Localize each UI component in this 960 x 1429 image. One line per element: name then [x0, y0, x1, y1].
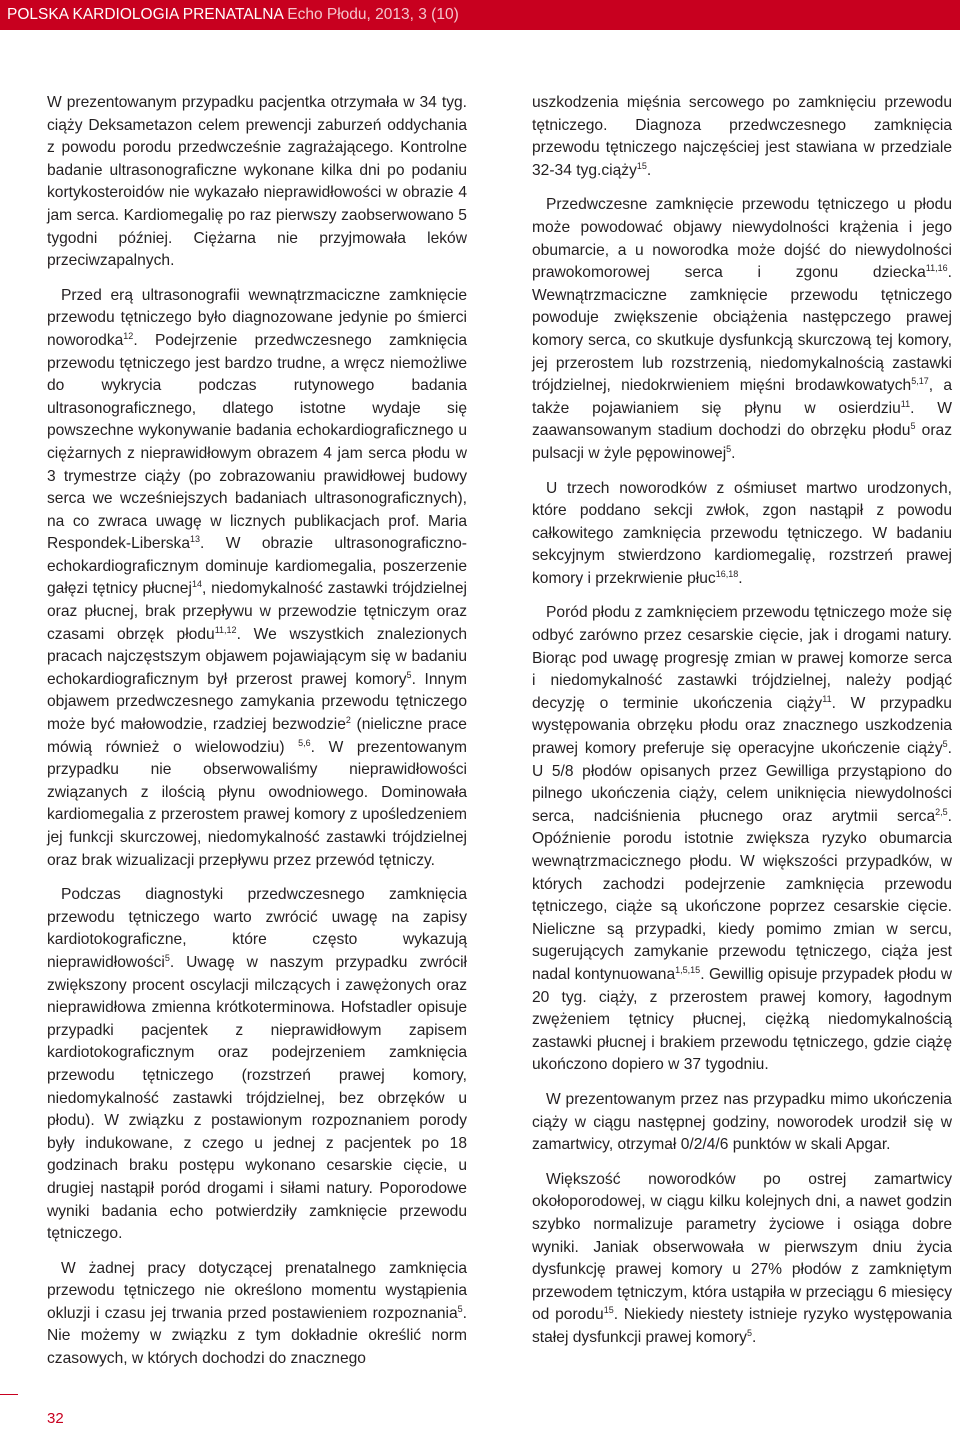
citation-superscript: 11: [822, 693, 832, 704]
citation-superscript: 5: [457, 1303, 463, 1314]
citation-superscript: 16,18: [715, 568, 739, 579]
text-run: .: [646, 161, 652, 179]
text-run: . Nie możemy w związku z tym dokładnie określić norm czasowych, w których dochodzi do znacznego: [47, 1304, 467, 1368]
citation-superscript: 1,5,15: [675, 964, 701, 975]
text-run: . U 5/8 płodów opisanych przez Gewilliga przystąpiono do pilnego ukończenia ciąży, celem uniknięcia niewydolności serca, nadciśnienia płucnego oraz arytmii serca: [532, 740, 952, 825]
paragraph: [47, 92, 467, 273]
citation-superscript: 15: [636, 160, 647, 171]
citation-superscript: 5,17: [911, 375, 929, 386]
citation-superscript: 11: [900, 398, 911, 409]
citation-superscript: 5: [942, 738, 948, 749]
text-run: W prezentowanym przypadku pacjentka otrzymała w 34 tyg. ciąży Deksametazon celem prewencji zaburzeń oddychania z powodu porodu przedwcześnie zagrażającego. Kontrolne badanie ultrasonograficzne wykonane kilka dni po podaniu kortykosteroidów nie wykazało nieprawidłowości w obrazie 4 jam serca. Kardiomegalię po raz pierwszy zaobserwowano 5 tygodni później. Ciężarna nie przyjmowała leków przeciwzapalnych.: [47, 94, 467, 270]
text-run: . W przypadku występowania obrzęku płodu oraz znacznego uszkodzenia prawej komory preferuje się operacyjne ukończenie ciąży: [532, 694, 952, 758]
text-run: . Innym objawem przedwczesnego zamykania przewodu tętniczego może być małowodzie, rzadziej bezwodzie: [47, 670, 467, 734]
text-run: W prezentowanym przez nas przypadku mimo ukończenia ciąży w ciągu następnej godziny, noworodek urodził się w zamartwicy, otrzymał 0/2/4/6 punktów w skali Apgar.: [532, 1090, 952, 1154]
paragraph: [532, 602, 952, 1076]
citation-superscript: 5: [746, 1327, 752, 1338]
citation-superscript: 2: [345, 714, 351, 725]
text-run: oraz pulsacji w żyle pępowinowej: [532, 422, 952, 462]
left-column: [47, 92, 467, 1383]
citation-superscript: 5: [726, 443, 732, 454]
text-run: . Wewnątrzmaciczne zamknięcie przewodu tętniczego powoduje zwiększenie obciążenia następczego prawej komory serca, co skutkuje dysfunkcją skurczową tej komory, jej przerostem lub rozstrzenią, niedomykalnością zastawki trójdzielnej, niedokrwieniem mięśni brodawkowatych: [532, 264, 952, 395]
text-run: uszkodzenia mięśnia sercowego po zamknięciu przewodu tętniczego. Diagnoza przedwczesnego zamknięcia przewodu tętniczego najczęściej jest stawiana w przedziale 32-34 tyg.ciąży: [532, 94, 952, 179]
text-run: W żadnej pracy dotyczącej prenatalnego zamknięcia przewodu tętniczego nie określono momentu wystąpienia okluzji i czasu jej trwania przed postawieniem rozpoznania: [47, 1259, 467, 1322]
paragraph: [532, 1089, 952, 1157]
text-run: . Podejrzenie przedwczesnego zamknięcia przewodu tętniczego jest bardzo trudne, a wręcz niemożliwe do wykrycia podczas rutynowego badania ultrasonograficznego, dlatego istotne wydaje się powszechne wykonywanie badania echokardiograficznego u ciężarnych z nieprawidłowym obrazem 4 jam serca płodu w 3 trymestrze ciąży (po zobrazowaniu prawidłowej budowy serca we wcześniejszych badaniach ultrasonograficznych), na co zwraca uwagę w licznych publikacjach prof. Maria Respondek-Liberska: [47, 331, 467, 553]
citation-superscript: 5,6: [298, 737, 311, 748]
citation-superscript: 11,16: [925, 262, 948, 273]
citation-superscript: 11,12: [214, 624, 237, 635]
text-run: . Opóźnienie porodu istotnie zwiększa ryzyko obumarcia wewnątrzmacicznego płodu. W większości przypadków, w których zachodzi podejrzenie zamknięcia przewodu tętniczego, ciąże są ukończone poprzez cesarskie cięcie. Nieliczne są przypadki, kiedy pomimo zmian w sercu, sugerujących zamykanie przewodu tętniczego, ciąża jest nadal kontynuowana: [532, 807, 952, 983]
journal-title: POLSKA KARDIOLOGIA PRENATALNA: [7, 6, 283, 23]
citation-superscript: 5: [910, 421, 916, 432]
page-number-rule: [0, 1394, 18, 1395]
text-run: U trzech noworodków z ośmiuset martwo urodzonych, które poddano sekcji zwłok, zgon nastąpił z powodu całkowitego zamknięcia przewodu tętniczego. W badaniu sekcyjnym stwierdzono kardiomegalię, rozstrzeń prawej komory i przekrwienie płuc: [532, 479, 952, 587]
citation-superscript: 2,5: [935, 806, 948, 817]
text-run: . We wszystkich znalezionych pracach najczęstszym objawem pojawiającym się w badaniu echokardiograficznym był przerost prawej komory: [47, 625, 467, 688]
citation-superscript: 14: [191, 579, 202, 590]
paragraph: [532, 1169, 952, 1350]
text-run: , a także pojawianiem się płynu w osierdziu: [532, 377, 952, 417]
right-column: [532, 92, 952, 1361]
paragraph: [47, 1258, 467, 1371]
paragraph: [47, 884, 467, 1246]
text-run: Większość noworodków po ostrej zamartwicy okołoporodowej, w ciągu kilku kolejnych dni, a nawet godzin szybko normalizuje parametry życiowe i osiąga dobre wyniki. Janiak obserwowała w pierwszym dniu życia dysfunkcję prawej komory u 27% płodów z zamkniętym przewodem tętniczym, która ustąpiła w przeciągu 6 miesięcy od porodu: [532, 1170, 952, 1324]
text-run: (nieliczne prace mówią również o wielowodziu): [47, 716, 467, 756]
text-run: Poród płodu z zamknięciem przewodu tętniczego może się odbyć zarówno przez cesarskie cięcie, jak i drogami natury. Biorąc pod uwagę progresję zmian w prawej komorze serca i niedomykalność zastawki trójdzielnej, należy podjąć decyzję o terminie ukończenia ciąży: [532, 604, 952, 712]
text-run: . Uwagę w naszym przypadku zwrócił zwiększony procent oscylacji milczących i zawężonych oraz nieprawidłowa zmienna krótkoterminowa. Hofstadler opisuje przypadki pacjentek z nieprawidłowym zapisem kardiotokograficznym oraz podejrzeniem zamknięcia przewodu tętniczego (rozstrzeń prawej komory, niedomykalność zastawki trójdzielnej, bez obrzęków u płodu). W związku z postawionym rozpoznaniem porody były indukowane, z czego u jednej z pacjentek po 18 godzinach braku postępu wykonano cesarskie cięcie, u drugiej nastąpił poród drogami i siłami natury. Poporodowe wyniki badania echo potwierdziły zamknięcie przewodu tętniczego.: [47, 953, 467, 1243]
text-run: Przedwczesne zamknięcie przewodu tętniczego u płodu może powodować objawy niewydolności krążenia i jego obumarcie, a u noworodka może dojść do niewydolności prawokomorowej serca i zgonu dziecka: [532, 196, 952, 282]
text-run: . W obrazie ultrasonograficzno-echokardiograficznym dominuje kardiomegalia, poszerzenie gałęzi tętnicy płucnej: [47, 535, 467, 598]
text-run: .: [751, 1328, 757, 1346]
text-run: Przed erą ultrasonografii wewnątrzmaciczne zamknięcie przewodu tętniczego było diagnozowane jedynie po śmierci noworodka: [47, 286, 467, 349]
citation-superscript: 5: [406, 669, 412, 680]
text-run: , niedomykalność zastawki trójdzielnej oraz płucnej, brak przepływu w przewodzie tętniczym oraz czasami obrzęk płodu: [47, 580, 467, 643]
citation-superscript: 12: [123, 330, 134, 341]
citation-superscript: 15: [603, 1305, 614, 1316]
citation-superscript: 5: [164, 952, 170, 963]
paragraph: [532, 92, 952, 182]
paragraph: [47, 285, 467, 872]
text-run: .: [738, 569, 743, 587]
text-run: . Gewillig opisuje przypadek płodu w 20 tyg. ciąży, z przerostem prawej komory, łagodnym zwężeniem tętnicy płucnej, ciężką niedomykalnością zastawki płucnej i brakiem przewodu tętniczego, gdzie ciążę ukończono dopiero w 37 tygodniu.: [532, 965, 952, 1074]
journal-issue: Echo Płodu, 2013, 3 (10): [287, 6, 459, 23]
text-run: . Niekiedy niestety istnieje ryzyko występowania stałej dysfunkcji prawej komory: [532, 1306, 953, 1346]
text-run: .: [731, 444, 736, 462]
text-run: . W zaawansowanym stadium dochodzi do obrzęku płodu: [532, 399, 952, 440]
page-number: 32: [47, 1410, 64, 1427]
text-run: . W prezentowanym przypadku nie obserwowaliśmy nieprawidłowości związanych z ilością płynu owodniowego. Dominowała kardiomegalia z przerostem prawej komory z upośledzeniem jej funkcji skurczowej, niedomykalność zastawki trójdzielnej oraz brak wizualizacji przepływu przez przewód tętniczy.: [47, 738, 467, 869]
citation-superscript: 13: [190, 534, 201, 545]
paragraph: [532, 194, 952, 465]
paragraph: [532, 478, 952, 591]
text-run: Podczas diagnostyki przedwczesnego zamknięcia przewodu tętniczego warto zwrócić uwagę na zapisy kardiotokograficzne, które często wykazują nieprawidłowości: [47, 886, 467, 971]
journal-header: [0, 0, 960, 30]
